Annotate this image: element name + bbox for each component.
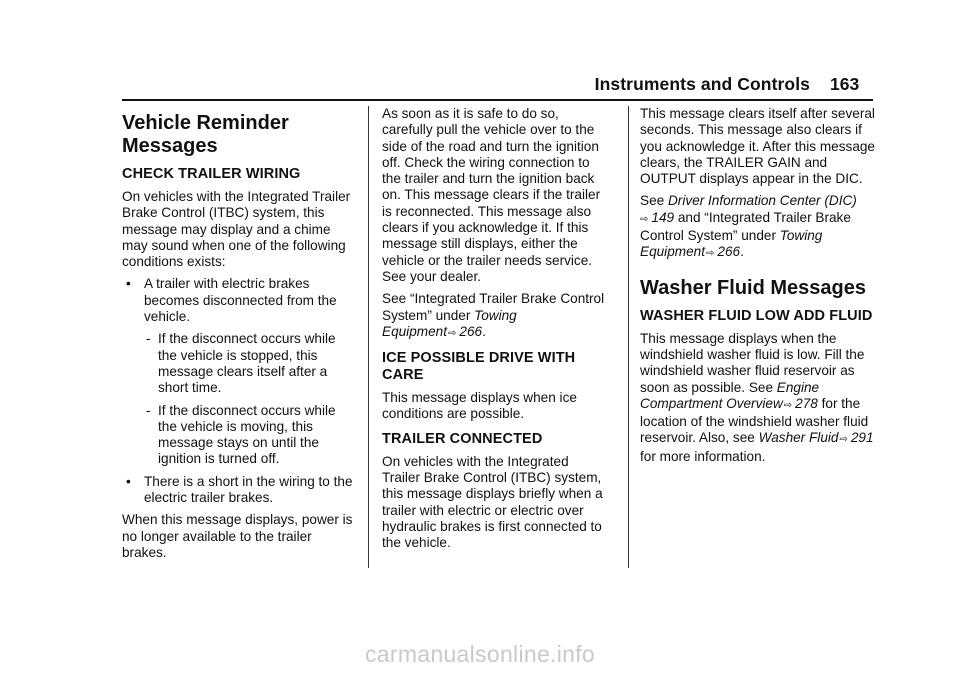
page-reference[interactable]: 266 (459, 323, 483, 339)
bullet-mark: • (126, 473, 131, 489)
bullet-text: A trailer with electric brakes becomes disconnected from the vehicle. (144, 276, 337, 325)
heading-ice-possible: ICE POSSIBLE DRIVE WITH CARE (382, 350, 576, 384)
column-1 (122, 106, 358, 567)
heading-vehicle-reminder-messages: Vehicle Reminder Messages (122, 112, 289, 157)
reference-link[interactable]: Driver Information Center (DIC) (667, 193, 857, 209)
column-3 (640, 106, 876, 471)
heading-washer-fluid-low: WASHER FLUID LOW ADD FLUID (640, 307, 873, 324)
header-page-number: 163 (830, 74, 860, 94)
dash-mark: - (146, 331, 151, 347)
page-reference-arrow-icon: ⇨ (640, 213, 649, 225)
dash-mark: - (146, 402, 151, 418)
paragraph-see-reference: See “Integrated Trailer Brake Control System” under Towing Equipment⇨ 266. (382, 291, 605, 339)
heading-trailer-connected: TRAILER CONNECTED (382, 430, 543, 447)
page-reference[interactable]: 266 (717, 244, 741, 260)
paragraph-ice: This message displays when ice conditions are possible. (382, 390, 577, 422)
page-reference-arrow-icon: ⇨ (706, 248, 715, 260)
column-2 (382, 106, 608, 558)
column-divider-2 (628, 106, 629, 568)
reference-link[interactable]: Towing Equipment (640, 228, 823, 260)
reference-link[interactable]: Engine Compartment Overview (640, 379, 820, 411)
reference-link[interactable]: Towing Equipment (382, 307, 517, 339)
paragraph-closing: When this message displays, power is no longer available to the trailer brakes. (122, 512, 353, 560)
heading-washer-fluid-messages: Washer Fluid Messages (640, 276, 866, 299)
page-reference[interactable]: 278 (795, 395, 818, 411)
bullet-mark: • (126, 276, 131, 292)
header-rule (122, 99, 873, 101)
sub-list-item (122, 331, 358, 396)
sub-item-text: If the disconnect occurs while the vehicle is moving, this message stays on until the ignition is turned off. (158, 402, 336, 467)
paragraph-intro: On vehicles with the Integrated Trailer Brake Control (ITBC) system, this message may display and a chime may sound when one of the following conditions exists: (122, 189, 351, 270)
sub-list-item (122, 403, 358, 468)
column-divider-1 (368, 106, 369, 568)
paragraph-see-references: See Driver Information Center (DIC) ⇨ 149 and “Integrated Trailer Brake Control System” under Towing Equipment⇨ 266. (640, 193, 857, 260)
bullet-text: There is a short in the wiring to the electric trailer brakes. (144, 473, 353, 506)
list-item (122, 474, 358, 507)
page-reference-arrow-icon: ⇨ (839, 434, 848, 446)
page-reference[interactable]: 149 (651, 209, 675, 225)
page-reference-arrow-icon: ⇨ (448, 327, 457, 339)
page-reference[interactable]: 291 (850, 430, 874, 446)
page-reference-arrow-icon: ⇨ (783, 399, 793, 411)
paragraph-message-clears: This message clears itself after several seconds. This message also clears if you acknowledge it. After this message clears, the TRAILER GAIN and OUTPUT displays appear in the DIC. (640, 106, 875, 187)
header-section-title: Instruments and Controls (594, 74, 810, 94)
paragraph-safety-instructions: As soon as it is safe to do so, carefully pull the vehicle over to the side of the road and turn the ignition off. Check the wiring connection to the trailer and turn the ignition back on. This message clears if the trailer is reconnected. This message also clears if you acknowledge it. If this message still displays, either the vehicle or the trailer needs service. See your dealer. (382, 106, 601, 284)
heading-check-trailer-wiring: CHECK TRAILER WIRING (122, 166, 301, 182)
paragraph-trailer-connected: On vehicles with the Integrated Trailer Brake Control (ITBC) system, this message displays briefly when a trailer with electric or electric over hydraulic brakes is first connected to the vehicle. (382, 453, 603, 551)
reference-link[interactable]: Washer Fluid (758, 430, 839, 446)
list-item (122, 276, 358, 325)
paragraph-washer-fluid: This message displays when the windshield washer fluid is low. Fill the windshield washer fluid reservoir as soon as possible. See Engine Compartment Overview⇨ 278 for the location of the windshield washer fluid reservoir. Also, see Washer Fluid⇨ 291 for more information. (640, 330, 874, 464)
sub-item-text: If the disconnect occurs while the vehicle is stopped, this message clears itself after a short time. (158, 331, 336, 396)
watermark: carmanualsonline.info (364, 641, 596, 667)
